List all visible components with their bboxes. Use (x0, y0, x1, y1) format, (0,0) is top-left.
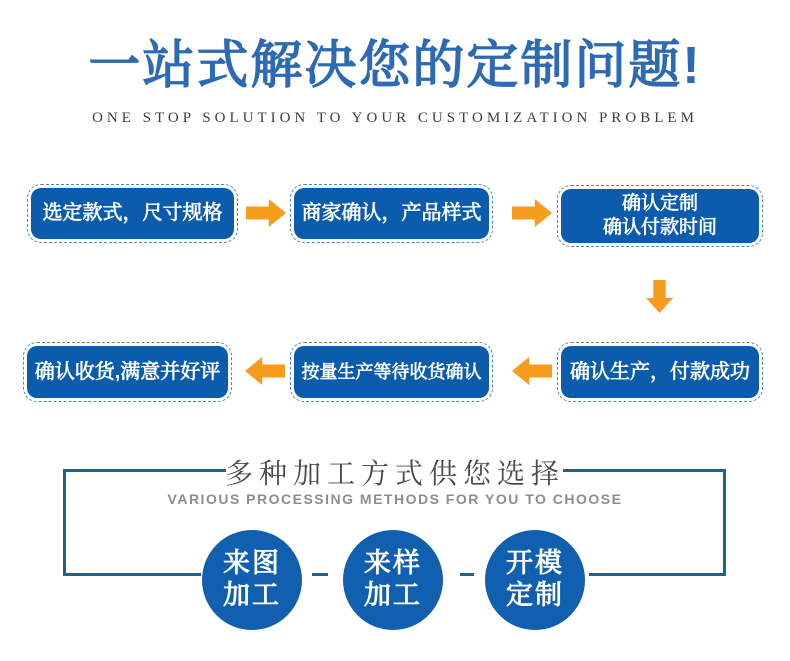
page-title: 一站式解决您的定制问题! (88, 37, 702, 95)
flow-step-confirm-receipt-review (23, 342, 232, 402)
flow-step-produce-wait-receipt (290, 342, 493, 402)
flow-step-label: 确认生产，付款成功 (561, 346, 759, 398)
flow-step-select-style (27, 184, 238, 243)
flow-step-merchant-confirm (290, 184, 493, 243)
processing-subheading: VARIOUS PROCESSING METHODS FOR YOU TO CHOOSE (167, 491, 623, 507)
frame-bottom-left-line (63, 573, 201, 576)
option-label-line1: 来图 (223, 548, 281, 579)
option-label-line2: 加工 (364, 580, 422, 610)
frame-bottom-dash (460, 573, 474, 576)
flow-step-label-line1: 确认定制 (621, 193, 698, 215)
frame-bottom-dash (312, 573, 328, 576)
option-label-line1: 来样 (364, 548, 422, 579)
arrow-left-icon (245, 357, 285, 385)
arrow-left-icon (512, 357, 552, 385)
option-label-line1: 开模 (506, 548, 564, 579)
processing-option-drawing (202, 530, 302, 630)
flow-step-label: 选定款式，尺寸规格 (31, 188, 234, 239)
processing-option-mold (485, 530, 585, 630)
flow-step-confirm-custom (557, 185, 763, 247)
flow-step-label-line2: 确认付款时间 (602, 217, 717, 238)
option-label-line2: 加工 (223, 580, 281, 610)
arrow-right-icon (246, 199, 286, 227)
flow-step-label: 确认收货,满意并好评 (27, 346, 228, 398)
flow-step-confirm-production (557, 342, 763, 402)
processing-heading: 多种加工方式供您选择 (224, 458, 565, 489)
flow-step-label: 按量生产等待收货确认 (294, 346, 489, 398)
arrow-right-icon (512, 199, 552, 227)
processing-option-sample (343, 530, 443, 630)
flow-step-label: 商家确认，产品样式 (294, 188, 489, 239)
option-label-line2: 定制 (506, 580, 564, 610)
page-subtitle: ONE STOP SOLUTION TO YOUR CUSTOMIZATION PROBLEM (92, 110, 698, 126)
arrow-down-icon (646, 280, 673, 313)
frame-bottom-right-line (589, 573, 726, 576)
